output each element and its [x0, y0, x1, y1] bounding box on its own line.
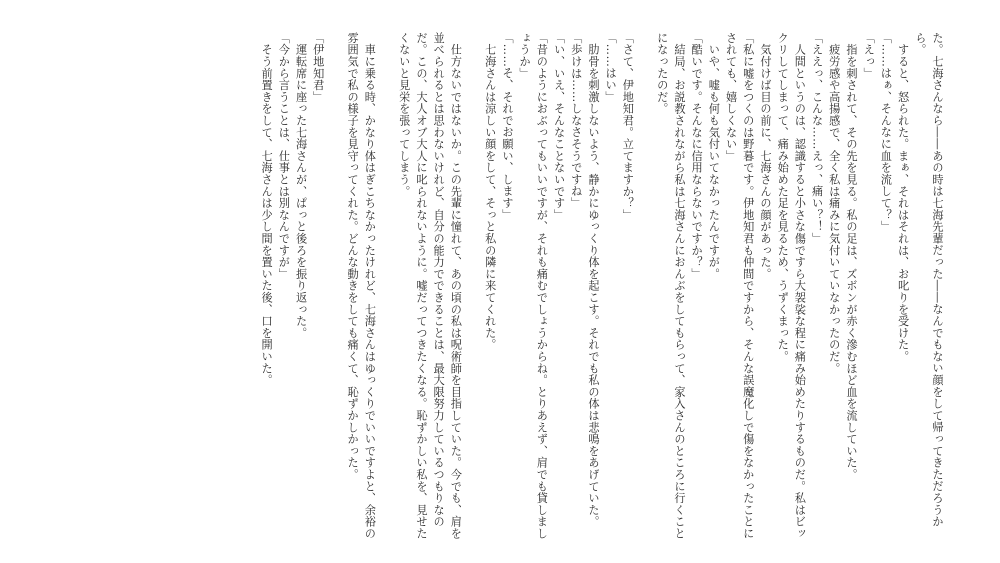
text-line: 雰囲気で私の様子を見守ってくれた。どんな動きをしても痛くて、恥ずかしかった。 [346, 32, 360, 481]
text-line: 「ええっ、こんな……えっ、痛い？！」 [810, 32, 824, 245]
text-line: 指を刺されて、その先を見る。私の足は、ズボンが赤く滲むほど血を流していた。 [844, 32, 858, 481]
text-line: だ。この、大人オブ大人に叱られないように。嘘だってつきたくなる。恥ずかしい私を、見せた [414, 32, 428, 540]
text-line: 結局、お説教されながら私は七海さんにおんぶをしてもらって、家入さんのところに行くこと [672, 32, 686, 540]
text-line: 「今から言うことは、仕事とは別なんですが」 [277, 32, 291, 280]
text-line: になったのだ。 [655, 32, 669, 115]
text-line: 「……そ、それでお願い、します」 [500, 32, 514, 221]
blank-line [327, 32, 344, 542]
text-line: クリしてしまって、痛み始めた足を見るため、うずくまった。 [776, 32, 790, 363]
text-line: 疲労感や高揚感で、全く私は痛みに気付いていなかったのだ。 [827, 32, 841, 375]
text-line: 「……はい」 [604, 32, 618, 103]
text-line: いや、嘘も何も気付いてなかったんですが。 [707, 32, 721, 280]
text-line: 人間というのは、認識すると小さな傷ですら大袈裟な程に痛み始めたりするものだ。私はビッ [793, 32, 807, 540]
text-line: 「えっ」 [862, 32, 876, 80]
text-line: されても、嬉しくない」 [724, 32, 738, 162]
text-line: 車に乗る時、かなり体はぎこちなかったけれど、七海さんはゆっくりでいいですよと、余裕の [363, 32, 377, 540]
text-line: 気付けば目の前に、七海さんの顔があった。 [758, 32, 772, 280]
text-line: 運転席に座った七海さんが、ぱっと後ろを振り返った。 [294, 32, 308, 339]
text-line: 「私に嘘をつくのは野暮です。伊地知君も仲間ですから、そんな誤魔化しで傷をなかったことに [741, 32, 755, 540]
text-line: た。七海さんなら――あの時は七海先輩だった――なんでもない顔をして帰ってきただろうか [931, 32, 944, 528]
text-line: 「伊地知君」 [311, 32, 325, 103]
text-line: 「歩けは……しなさそうですね」 [569, 32, 583, 209]
text-line: 肋骨を刺激しないよう、静かにゆっくり体を起こす。それでも私の体は悲鳴をあげていた。 [586, 32, 600, 528]
text-line: そう前置きをして、七海さんは少し間を置いた後、口を開いた。 [260, 32, 274, 386]
text-line: くないと見栄を張ってしまう。 [397, 32, 411, 198]
blank-line [464, 32, 481, 542]
text-line: 並べられるとは思わないけれど、自分の能力でできることは、最大限努力しているつもりなの [432, 32, 446, 528]
blank-line [378, 32, 395, 542]
text-line: ょうか」 [518, 32, 532, 80]
text-line: 七海さんは涼しい顔をして、そっと私の隣に来てくれた。 [483, 32, 497, 351]
text-line: ら。 [913, 32, 927, 56]
blank-line [636, 32, 653, 542]
text-line: 「……はぁ、そんなに血を流して？」 [879, 32, 893, 233]
text-line: 「い、いえ、そんなことないです」 [552, 32, 566, 221]
text-line: 仕方ないではないか。この先輩に憧れて、あの頃の私は呪術師を目指していた。今でも、肩を [449, 32, 463, 540]
text-line: 「さて、伊地知君。立てますか？」 [621, 32, 635, 221]
text-line: 「昔のようにおぶってもいいですが、それも痛むでしょうからね。とりあえず、肩でも貸しまし [535, 32, 549, 540]
vertical-text-body [258, 32, 946, 542]
text-line: 「酷いです。そんなに信用ならないですか？」 [690, 32, 704, 280]
text-line: すると、怒られた。まぁ、それはそれは、お叱りを受けた。 [896, 32, 910, 363]
